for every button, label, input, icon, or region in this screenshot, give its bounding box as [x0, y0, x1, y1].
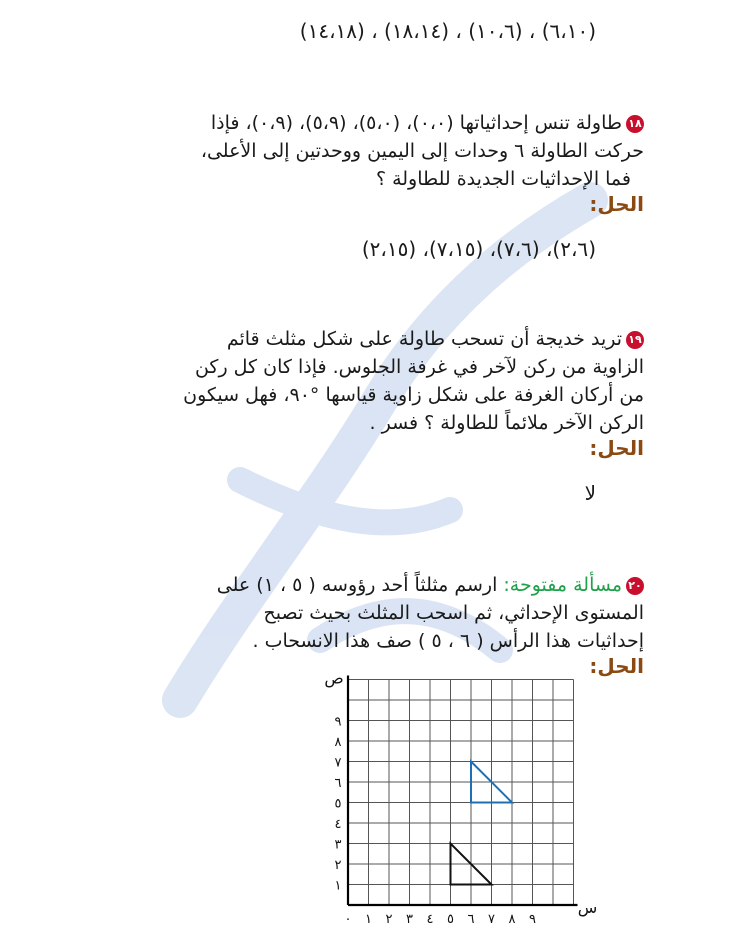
x-tick-label: ٩ — [529, 912, 536, 927]
q19-number-badge: ١٩ — [626, 331, 644, 349]
y-tick-label: ٦ — [334, 776, 342, 791]
q18-solution-label: الحل: — [589, 192, 644, 216]
q20-text-2: المستوى الإحداثي، ثم اسحب المثلث بحيث تصبح — [263, 602, 644, 624]
q20-line-2 — [263, 600, 644, 626]
y-tick-label: ٤ — [334, 817, 342, 832]
x-tick-label: ٢ — [385, 912, 393, 927]
q18-text-3: فما الإحداثيات الجديدة للطاولة ؟ — [375, 168, 631, 190]
q20-line-3 — [252, 628, 644, 654]
y-tick-label: ٩ — [334, 714, 342, 730]
y-tick-label: ٧ — [334, 755, 342, 771]
q18-text-1: طاولة تنس إحداثياتها (٠،٠)، (٥،٠)، (٥،٩)، (٠،٩)، فإذا — [210, 112, 622, 134]
q19-answer-text: لا — [584, 481, 596, 505]
x-tick-label: ٥ — [447, 912, 454, 927]
x-tick-label: ٣ — [406, 912, 413, 927]
top-answer-text: (٦،١٠) ، (١٠،٦) ، (١٨،١٤) ، (١٤،١٨) — [299, 19, 596, 43]
x-tick-label: ٦ — [467, 912, 475, 927]
q19-line-3 — [183, 382, 644, 408]
x-tick-label: ٤ — [426, 912, 434, 927]
y-tick-label: ٨ — [334, 735, 342, 750]
q20-solution-label: الحل: — [589, 654, 644, 678]
y-tick-label: ٥ — [334, 796, 342, 812]
x-axis-label: س — [577, 898, 598, 917]
q20-line-1 — [217, 572, 644, 598]
x-tick-label: ١ — [365, 912, 372, 927]
q19-line-2 — [195, 354, 644, 380]
q18-answer — [362, 236, 596, 262]
top-answer-line — [300, 18, 596, 44]
y-tick-label: ٢ — [334, 858, 342, 873]
q18-line-2 — [201, 138, 644, 164]
q19-answer — [585, 480, 596, 506]
x-tick-label: ٠ — [344, 912, 352, 927]
q19-solution-label: الحل: — [589, 436, 644, 460]
y-tick-label: ١ — [334, 878, 342, 894]
watermark-decoration — [120, 180, 640, 740]
q19-text-4: الركن الآخر ملائماً للطاولة ؟ فسر . — [369, 412, 644, 434]
q18-number-badge: ١٨ — [626, 115, 644, 133]
q19-line-4 — [370, 410, 644, 436]
q20-text-1: ارسم مثلثاً أحد رؤوسه ( ٥ ، ١) على — [216, 574, 498, 596]
q19-text-3: من أركان الغرفة على شكل زاوية قياسها °٩٠، فهل سيكون — [183, 384, 644, 406]
coordinate-grid — [300, 668, 598, 930]
q18-answer-text: (٢،٦)، (٧،٦)، (٧،١٥)، (٢،١٥) — [361, 237, 596, 261]
q19-text-1: تريد خديجة أن تسحب طاولة على شكل مثلث قائم — [226, 328, 622, 350]
q19-line-1 — [227, 326, 644, 352]
y-tick-label: ٣ — [334, 837, 342, 853]
q18-line-1 — [211, 110, 644, 136]
q20-text-3: إحداثيات هذا الرأس ( ٦ ، ٥ ) صف هذا الانسحاب . — [252, 630, 644, 652]
x-tick-label: ٧ — [488, 912, 495, 927]
x-tick-label: ٨ — [508, 912, 516, 927]
q18-text-2: حركت الطاولة ٦ وحدات إلى اليمين ووحدتين إلى الأعلى، — [200, 140, 644, 162]
y-axis-label: ص — [324, 668, 344, 688]
q20-number-badge: ٢٠ — [626, 577, 644, 595]
coordinate-grid-svg — [300, 668, 598, 930]
q20-open-label: مسألة مفتوحة: — [503, 574, 622, 596]
q19-text-2: الزاوية من ركن لآخر في غرفة الجلوس. فإذا كان كل ركن — [194, 356, 644, 378]
q18-line-3 — [376, 166, 631, 192]
